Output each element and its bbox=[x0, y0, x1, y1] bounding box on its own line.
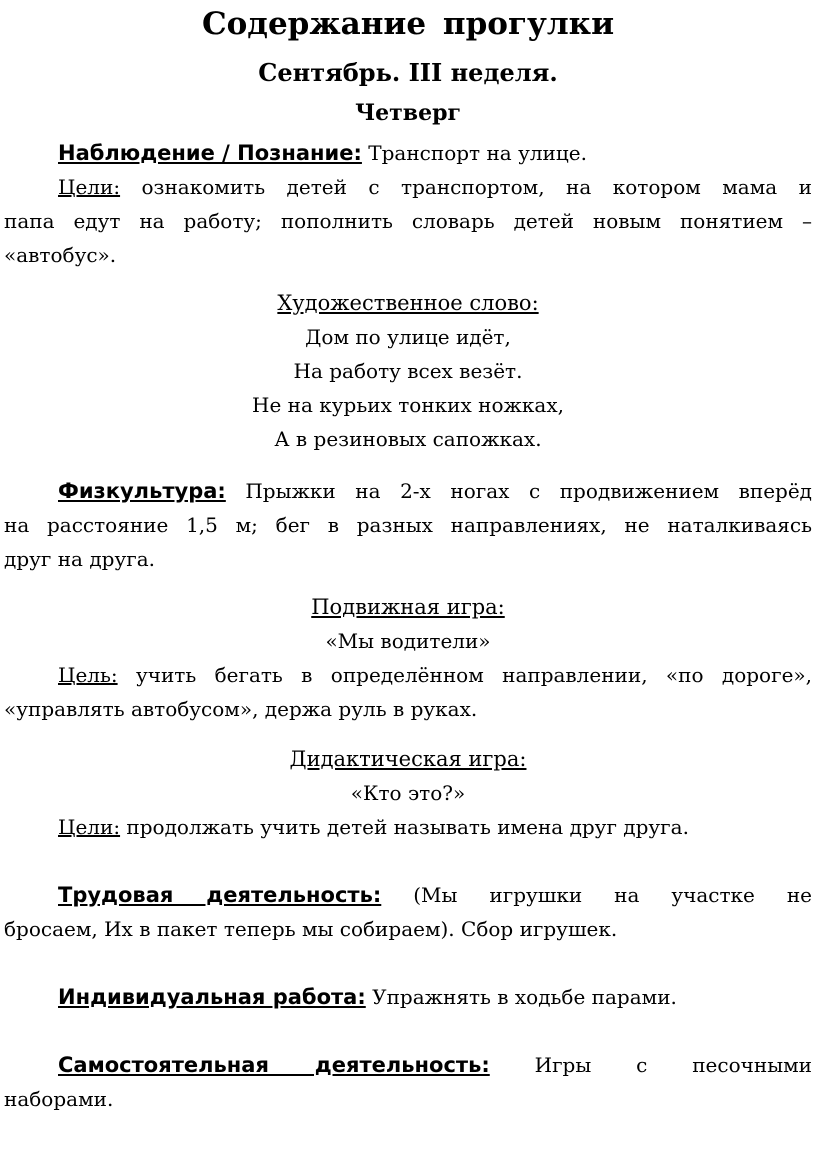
artistic-word-section bbox=[4, 286, 812, 456]
poem-line: Дом по улице идёт, bbox=[305, 325, 511, 349]
observation-goals-line2: папа едут на работу; пополнить словарь детей новым понятием – bbox=[4, 209, 812, 233]
observation-text: Транспорт на улице. bbox=[361, 141, 587, 165]
independent-line1: Игры с песочными bbox=[489, 1053, 812, 1077]
didactic-game-goals-label: Цели: bbox=[58, 815, 121, 839]
observation-heading: Наблюдение / Познание: bbox=[58, 141, 362, 165]
individual-heading: Индивидуальная работа: bbox=[58, 985, 366, 1009]
labor-heading: Трудовая деятельность: bbox=[58, 883, 382, 907]
outdoor-game-heading: Подвижная игра: bbox=[311, 595, 505, 619]
poem-line: На работу всех везёт. bbox=[293, 359, 523, 383]
physical-heading: Физкультура: bbox=[58, 479, 226, 503]
individual-section bbox=[4, 980, 812, 1014]
page-subtitle: Сентябрь. III неделя. bbox=[258, 58, 558, 87]
physical-line3: друг на друга. bbox=[4, 547, 155, 571]
outdoor-game-name: «Мы водители» bbox=[325, 629, 491, 653]
outdoor-game-line1: учить бегать в определённом направлении, «по дороге», bbox=[117, 663, 812, 687]
didactic-game-heading: Дидактическая игра: bbox=[289, 747, 527, 771]
artistic-word-heading: Художественное слово: bbox=[277, 291, 539, 315]
day-heading: Четверг bbox=[355, 100, 461, 126]
physical-line2: на расстояние 1,5 м; бег в разных направлениях, не наталкиваясь bbox=[4, 513, 812, 537]
labor-line1: (Мы игрушки на участке не bbox=[381, 883, 812, 907]
physical-section bbox=[4, 474, 812, 576]
didactic-game-name: «Кто это?» bbox=[350, 781, 466, 805]
independent-section bbox=[4, 1048, 812, 1116]
outdoor-game-goal-label: Цель: bbox=[58, 663, 118, 687]
didactic-game-section bbox=[4, 742, 812, 844]
independent-line2: наборами. bbox=[4, 1087, 114, 1111]
independent-heading: Самостоятельная деятельность: bbox=[58, 1053, 490, 1077]
didactic-game-text: продолжать учить детей называть имена друг друга. bbox=[120, 815, 689, 839]
individual-text: Упражнять в ходьбе парами. bbox=[365, 985, 677, 1009]
labor-line2: бросаем, Их в пакет теперь мы собираем). Сбор игрушек. bbox=[4, 917, 618, 941]
poem-line: А в резиновых сапожках. bbox=[274, 427, 542, 451]
observation-goals-line1: ознакомить детей с транспортом, на котором мама и bbox=[120, 175, 812, 199]
observation-goals-line3: «автобус». bbox=[4, 243, 117, 267]
physical-line1: Прыжки на 2-х ногах с продвижением вперёд bbox=[225, 479, 812, 503]
labor-section bbox=[4, 878, 812, 946]
outdoor-game-section bbox=[4, 590, 812, 726]
observation-section bbox=[4, 136, 812, 272]
outdoor-game-line2: «управлять автобусом», держа руль в руках. bbox=[4, 697, 478, 721]
poem-line: Не на курьих тонких ножках, bbox=[252, 393, 564, 417]
page-title: Содержание прогулки bbox=[201, 6, 615, 42]
observation-goals-label: Цели: bbox=[58, 175, 121, 199]
